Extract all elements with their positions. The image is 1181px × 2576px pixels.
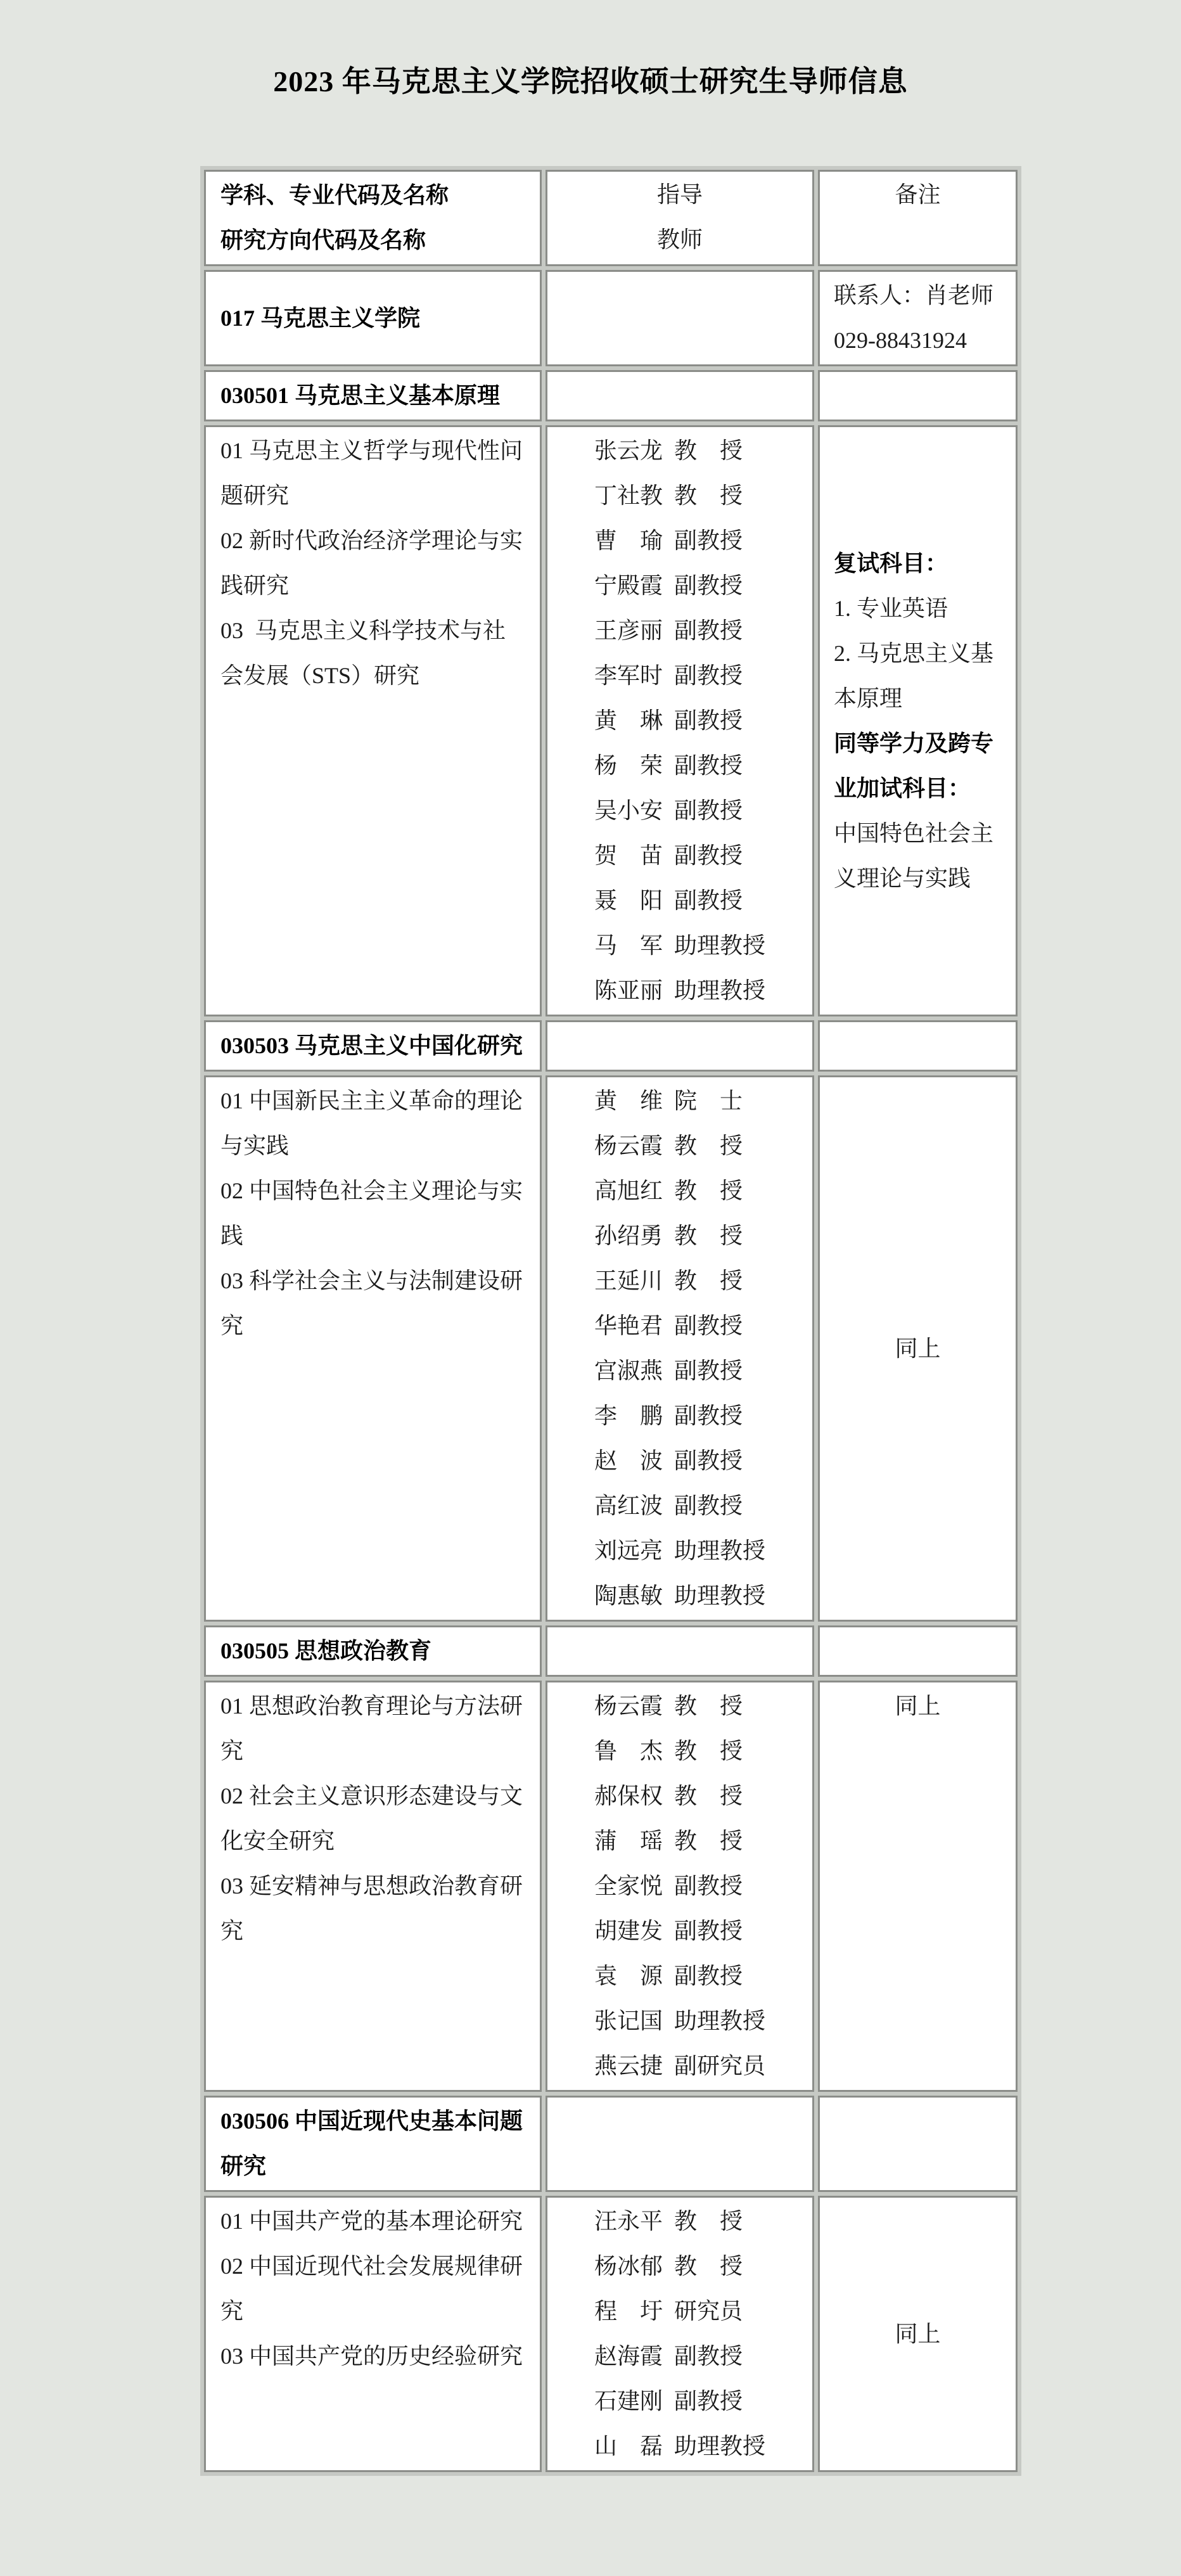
section-030503-title: 030503 马克思主义中国化研究 — [220, 1033, 523, 1058]
teacher-item: 陶惠敏 助理教授 — [594, 1583, 765, 1608]
section-030505-title-empty2 — [818, 1625, 1018, 1677]
teachers-list — [594, 428, 765, 1013]
remark-segment: 1. 专业英语 — [834, 595, 948, 621]
teachers-list — [594, 1684, 765, 2089]
teacher-item: 陈亚丽 助理教授 — [594, 978, 765, 1003]
teacher-item: 张云龙 教 授 — [594, 438, 743, 463]
teacher-item: 华艳君 副教授 — [594, 1313, 743, 1338]
remark-segment: 复试科目： — [834, 550, 948, 576]
header-remarks-cell — [818, 170, 1018, 266]
section-030506-remarks-cell — [818, 2196, 1018, 2472]
section-030501-body-row — [204, 425, 1018, 1016]
teacher-item: 李军时 副教授 — [594, 663, 743, 688]
contact-phone: 029-88431924 — [834, 328, 967, 353]
section-030503-title-row — [204, 1020, 1018, 1072]
teacher-item: 王彦丽 副教授 — [594, 618, 743, 643]
direction-item: 02 社会主义意识形态建设与文化安全研究 — [220, 1783, 523, 1854]
direction-item: 01 思想政治教育理论与方法研究 — [220, 1693, 523, 1764]
teacher-item: 黄 维 院 士 — [594, 1088, 743, 1113]
remark-same-as-above: 同上 — [895, 2321, 941, 2347]
section-030503-body-row — [204, 1075, 1018, 1622]
section-030505-remarks-cell — [818, 1681, 1018, 2092]
header-advisor-line2: 教师 — [656, 227, 703, 252]
section-030506-body-row — [204, 2196, 1018, 2472]
teacher-item: 宁殿霞 副教授 — [594, 573, 743, 598]
section-030505-directions-cell — [204, 1681, 542, 2092]
college-name: 017 马克思主义学院 — [220, 305, 421, 331]
contact-person: 联系人：肖老师 — [834, 283, 994, 308]
section-030505-title-row — [204, 1625, 1018, 1677]
remark-same-as-above: 同上 — [895, 1693, 941, 1719]
teacher-item: 杨 荣 副教授 — [594, 753, 743, 778]
section-030501-teachers-cell — [546, 425, 814, 1016]
teacher-item: 吴小安 副教授 — [594, 798, 743, 823]
college-empty-cell — [546, 270, 814, 366]
direction-item: 03 科学社会主义与法制建设研究 — [220, 1268, 523, 1338]
teacher-item: 高旭红 教 授 — [594, 1178, 743, 1203]
remark-segment: 中国特色社会主义理论与实践 — [834, 820, 994, 891]
teacher-item: 刘远亮 助理教授 — [594, 1538, 765, 1563]
teacher-item: 全家悦 副教授 — [594, 1873, 743, 1899]
section-030506-directions-cell — [204, 2196, 542, 2472]
remark-same-as-above: 同上 — [895, 1335, 941, 1361]
teacher-item: 燕云捷 副研究员 — [594, 2053, 765, 2079]
teacher-item: 汪永平 教 授 — [594, 2208, 743, 2234]
college-name-cell — [204, 270, 542, 366]
section-030501-title: 030501 马克思主义基本原理 — [220, 383, 501, 408]
direction-item: 01 马克思主义哲学与现代性问题研究 — [220, 438, 523, 508]
section-030505-body-row — [204, 1681, 1018, 2092]
header-advisor-cell — [546, 170, 814, 266]
section-030505-title-cell — [204, 1625, 542, 1677]
section-030506-title: 030506 中国近现代史基本问题研究 — [220, 2108, 523, 2179]
teachers-list — [594, 1079, 765, 1618]
teacher-item: 张记国 助理教授 — [594, 2008, 765, 2034]
direction-item: 02 中国近现代社会发展规律研究 — [220, 2253, 523, 2324]
header-discipline-line1: 学科、专业代码及名称 — [220, 183, 449, 208]
directions-list — [220, 2199, 526, 2379]
direction-item: 03 中国共产党的历史经验研究 — [220, 2343, 523, 2369]
teacher-item: 胡建发 副教授 — [594, 1918, 743, 1944]
teacher-item: 王延川 教 授 — [594, 1268, 743, 1293]
remarks-list — [834, 541, 1002, 901]
teacher-item: 孙绍勇 教 授 — [594, 1223, 743, 1248]
teacher-item: 赵海霞 副教授 — [594, 2343, 743, 2369]
section-030503-title-cell — [204, 1020, 542, 1072]
section-030501-title-cell — [204, 370, 542, 421]
table-header-row — [204, 170, 1018, 266]
header-discipline-line2: 研究方向代码及名称 — [220, 227, 426, 253]
remark-segment: 同等学力及跨专业加试科目： — [834, 730, 994, 801]
section-030503-remarks-cell — [818, 1075, 1018, 1622]
teacher-item: 曹 瑜 副教授 — [594, 528, 743, 553]
section-030505-title-empty1 — [546, 1625, 814, 1677]
teacher-item: 贺 苗 副教授 — [594, 843, 743, 868]
teacher-item: 程 圩 研究员 — [594, 2298, 743, 2324]
teacher-item: 聂 阳 副教授 — [594, 888, 743, 913]
page-title: 2023 年马克思主义学院招收硕士研究生导师信息 — [273, 65, 908, 98]
teacher-item: 石建刚 副教授 — [594, 2388, 743, 2414]
section-030503-directions-cell — [204, 1075, 542, 1622]
teacher-item: 杨云霞 教 授 — [594, 1133, 743, 1158]
college-row — [204, 270, 1018, 366]
remark-segment: 2. 马克思主义基本原理 — [834, 640, 994, 711]
header-discipline-cell — [204, 170, 542, 266]
section-030506-title-row — [204, 2096, 1018, 2192]
teacher-item: 黄 琳 副教授 — [594, 708, 743, 733]
section-030501-remarks-cell — [818, 425, 1018, 1016]
teacher-item: 宫淑燕 副教授 — [594, 1358, 743, 1383]
section-030506-title-cell — [204, 2096, 542, 2192]
direction-item: 03 马克思主义科学技术与社会发展（STS）研究 — [220, 618, 506, 688]
section-030501-title-row — [204, 370, 1018, 421]
teacher-item: 鲁 杰 教 授 — [594, 1738, 743, 1764]
teachers-list — [594, 2199, 765, 2469]
directions-list — [220, 428, 526, 698]
section-030506-title-empty1 — [546, 2096, 814, 2192]
section-030501-directions-cell — [204, 425, 542, 1016]
direction-item: 02 新时代政治经济学理论与实践研究 — [220, 528, 523, 598]
advisor-table — [200, 166, 1021, 2476]
section-030501-title-empty2 — [818, 370, 1018, 421]
teacher-item: 马 军 助理教授 — [594, 933, 765, 958]
section-030503-title-empty1 — [546, 1020, 814, 1072]
directions-list — [220, 1079, 526, 1349]
direction-item: 02 中国特色社会主义理论与实践 — [220, 1178, 523, 1248]
section-030501-title-empty1 — [546, 370, 814, 421]
teacher-item: 赵 波 副教授 — [594, 1448, 743, 1473]
college-contact-cell — [818, 270, 1018, 366]
teacher-item: 李 鹏 副教授 — [594, 1403, 743, 1428]
section-030505-teachers-cell — [546, 1681, 814, 2092]
teacher-item: 杨冰郁 教 授 — [594, 2253, 743, 2279]
section-030503-title-empty2 — [818, 1020, 1018, 1072]
teacher-item: 杨云霞 教 授 — [594, 1693, 743, 1719]
teacher-item: 郝保权 教 授 — [594, 1783, 743, 1809]
section-030506-title-empty2 — [818, 2096, 1018, 2192]
section-030505-title: 030505 思想政治教育 — [220, 1638, 432, 1663]
teacher-item: 丁社教 教 授 — [594, 483, 743, 508]
direction-item: 01 中国新民主主义革命的理论与实践 — [220, 1088, 523, 1158]
direction-item: 01 中国共产党的基本理论研究 — [220, 2208, 523, 2234]
section-030506-teachers-cell — [546, 2196, 814, 2472]
header-remarks-label: 备注 — [895, 182, 941, 207]
teacher-item: 蒲 瑶 教 授 — [594, 1828, 743, 1854]
teacher-item: 高红波 副教授 — [594, 1493, 743, 1518]
header-advisor-line1: 指导 — [656, 182, 703, 207]
direction-item: 03 延安精神与思想政治教育研究 — [220, 1873, 523, 1944]
directions-list — [220, 1684, 526, 1954]
teacher-item: 山 磊 助理教授 — [594, 2433, 765, 2459]
section-030503-teachers-cell — [546, 1075, 814, 1622]
teacher-item: 袁 源 副教授 — [594, 1963, 743, 1989]
